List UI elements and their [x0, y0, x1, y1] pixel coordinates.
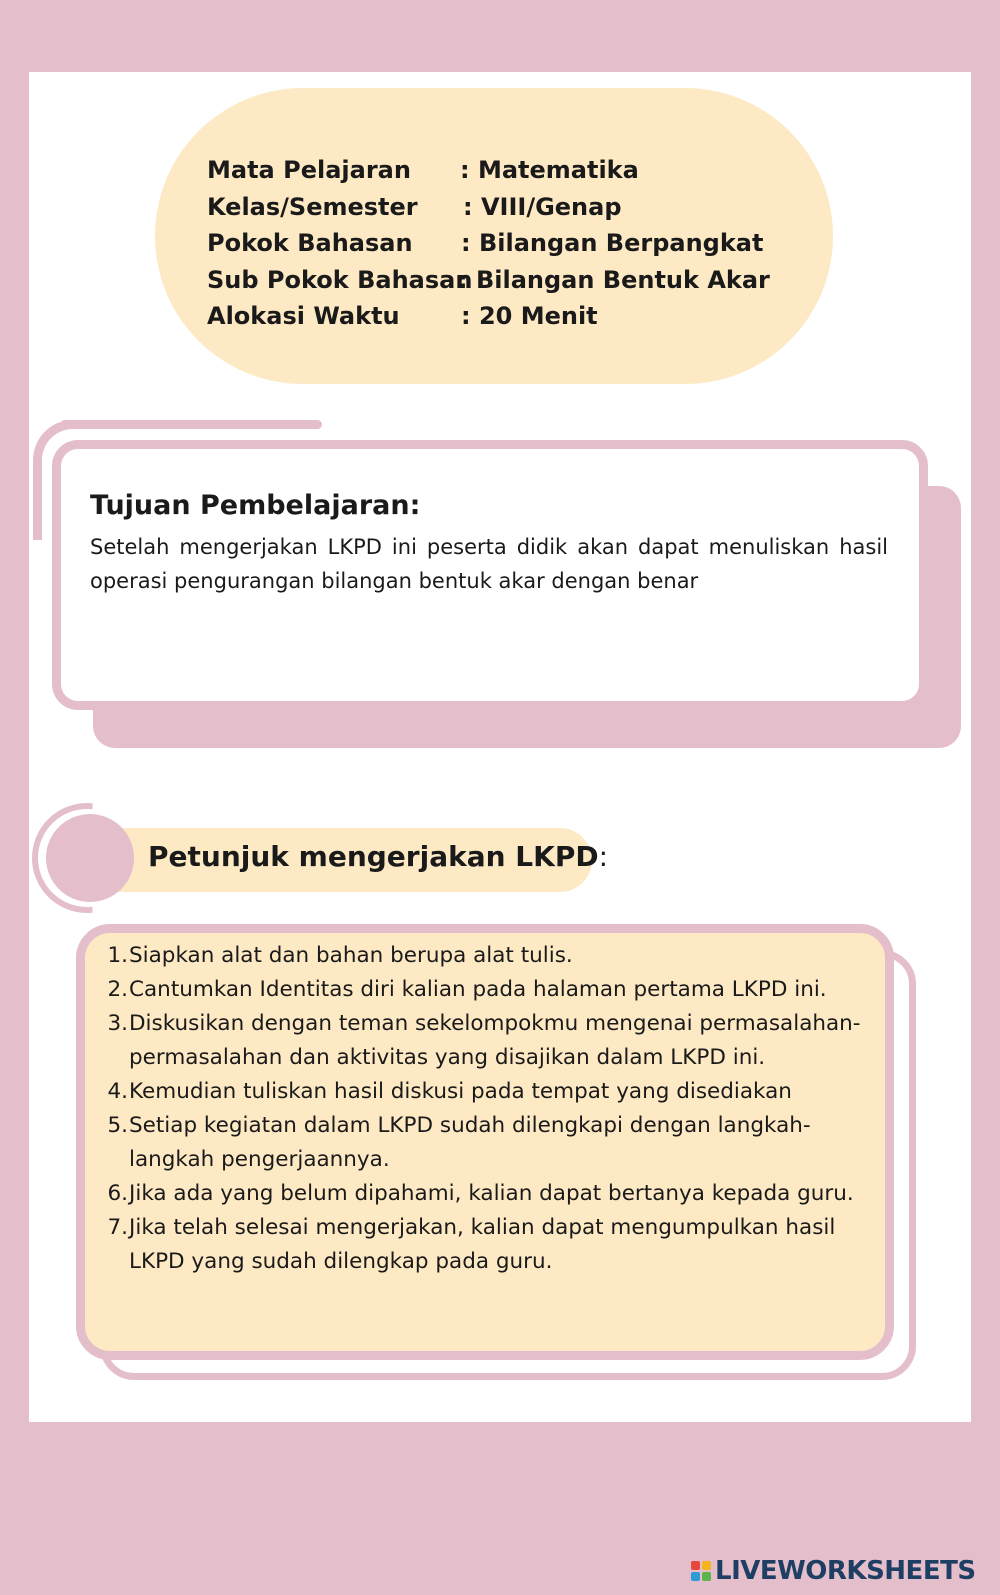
list-item	[100, 973, 890, 1007]
list-item-text: Jika ada yang belum dipahami, kalian dapat bertanya kepada guru.	[129, 1181, 854, 1206]
identity-value: : Matematika	[460, 156, 639, 184]
list-item	[100, 1177, 890, 1211]
instructions-title	[148, 840, 608, 873]
list-item-number: 4.	[107, 1079, 128, 1104]
identity-value: : Bilangan Bentuk Akar	[458, 265, 770, 294]
identity-label: Kelas/Semester	[207, 192, 418, 221]
instructions-decorative-circle	[46, 814, 134, 902]
list-item	[100, 1075, 890, 1109]
identity-value: : 20 Menit	[461, 302, 598, 330]
list-item-number: 2.	[107, 977, 128, 1002]
list-item-number: 7.	[107, 1215, 128, 1240]
watermark-text: LIVEWORKSHEETS	[715, 1556, 976, 1586]
list-item-number: 6.	[107, 1181, 128, 1206]
list-item	[100, 939, 890, 973]
list-item-number: 1.	[107, 943, 128, 968]
identity-label: Sub Pokok Bahasan	[207, 265, 473, 294]
instructions-title-colon: :	[598, 840, 609, 873]
objective-title: Tujuan Pembelajaran:	[90, 490, 421, 521]
list-item	[100, 1211, 890, 1279]
identity-label: Mata Pelajaran	[207, 156, 411, 184]
objective-text: Setelah mengerjakan LKPD ini peserta didik akan dapat menuliskan hasil operasi pengurangan bilangan bentuk akar dengan benar	[90, 535, 888, 593]
instructions-list	[100, 939, 890, 1279]
list-item-number: 3.	[107, 1011, 128, 1036]
list-item	[100, 1007, 890, 1075]
list-item-text: Cantumkan Identitas diri kalian pada halaman pertama LKPD ini.	[129, 977, 827, 1002]
objective-decorative-line	[60, 420, 322, 429]
list-item-text: Jika telah selesai mengerjakan, kalian dapat mengumpulkan hasil LKPD yang sudah dilengkap pada guru.	[129, 1215, 836, 1274]
identity-value: : VIII/Genap	[463, 192, 622, 221]
list-item-text: Setiap kegiatan dalam LKPD sudah dilengkapi dengan langkah-langkah pengerjaannya.	[129, 1113, 811, 1172]
list-item-text: Diskusikan dengan teman sekelompokmu mengenai permasalahan-permasalahan dan aktivitas yang disajikan dalam LKPD ini.	[129, 1011, 861, 1070]
list-item	[100, 1109, 890, 1177]
list-item-text: Siapkan alat dan bahan berupa alat tulis.	[129, 943, 573, 968]
identity-label: Pokok Bahasan	[207, 229, 413, 257]
liveworksheets-watermark[interactable]	[691, 1555, 976, 1587]
list-item-text: Kemudian tuliskan hasil diskusi pada tempat yang disediakan	[129, 1079, 792, 1104]
identity-value: : Bilangan Berpangkat	[461, 229, 764, 257]
identity-label: Alokasi Waktu	[207, 302, 400, 330]
list-item-number: 5.	[107, 1113, 128, 1138]
instructions-title-text: Petunjuk mengerjakan LKPD	[148, 840, 599, 873]
liveworksheets-logo-icon	[691, 1561, 711, 1581]
